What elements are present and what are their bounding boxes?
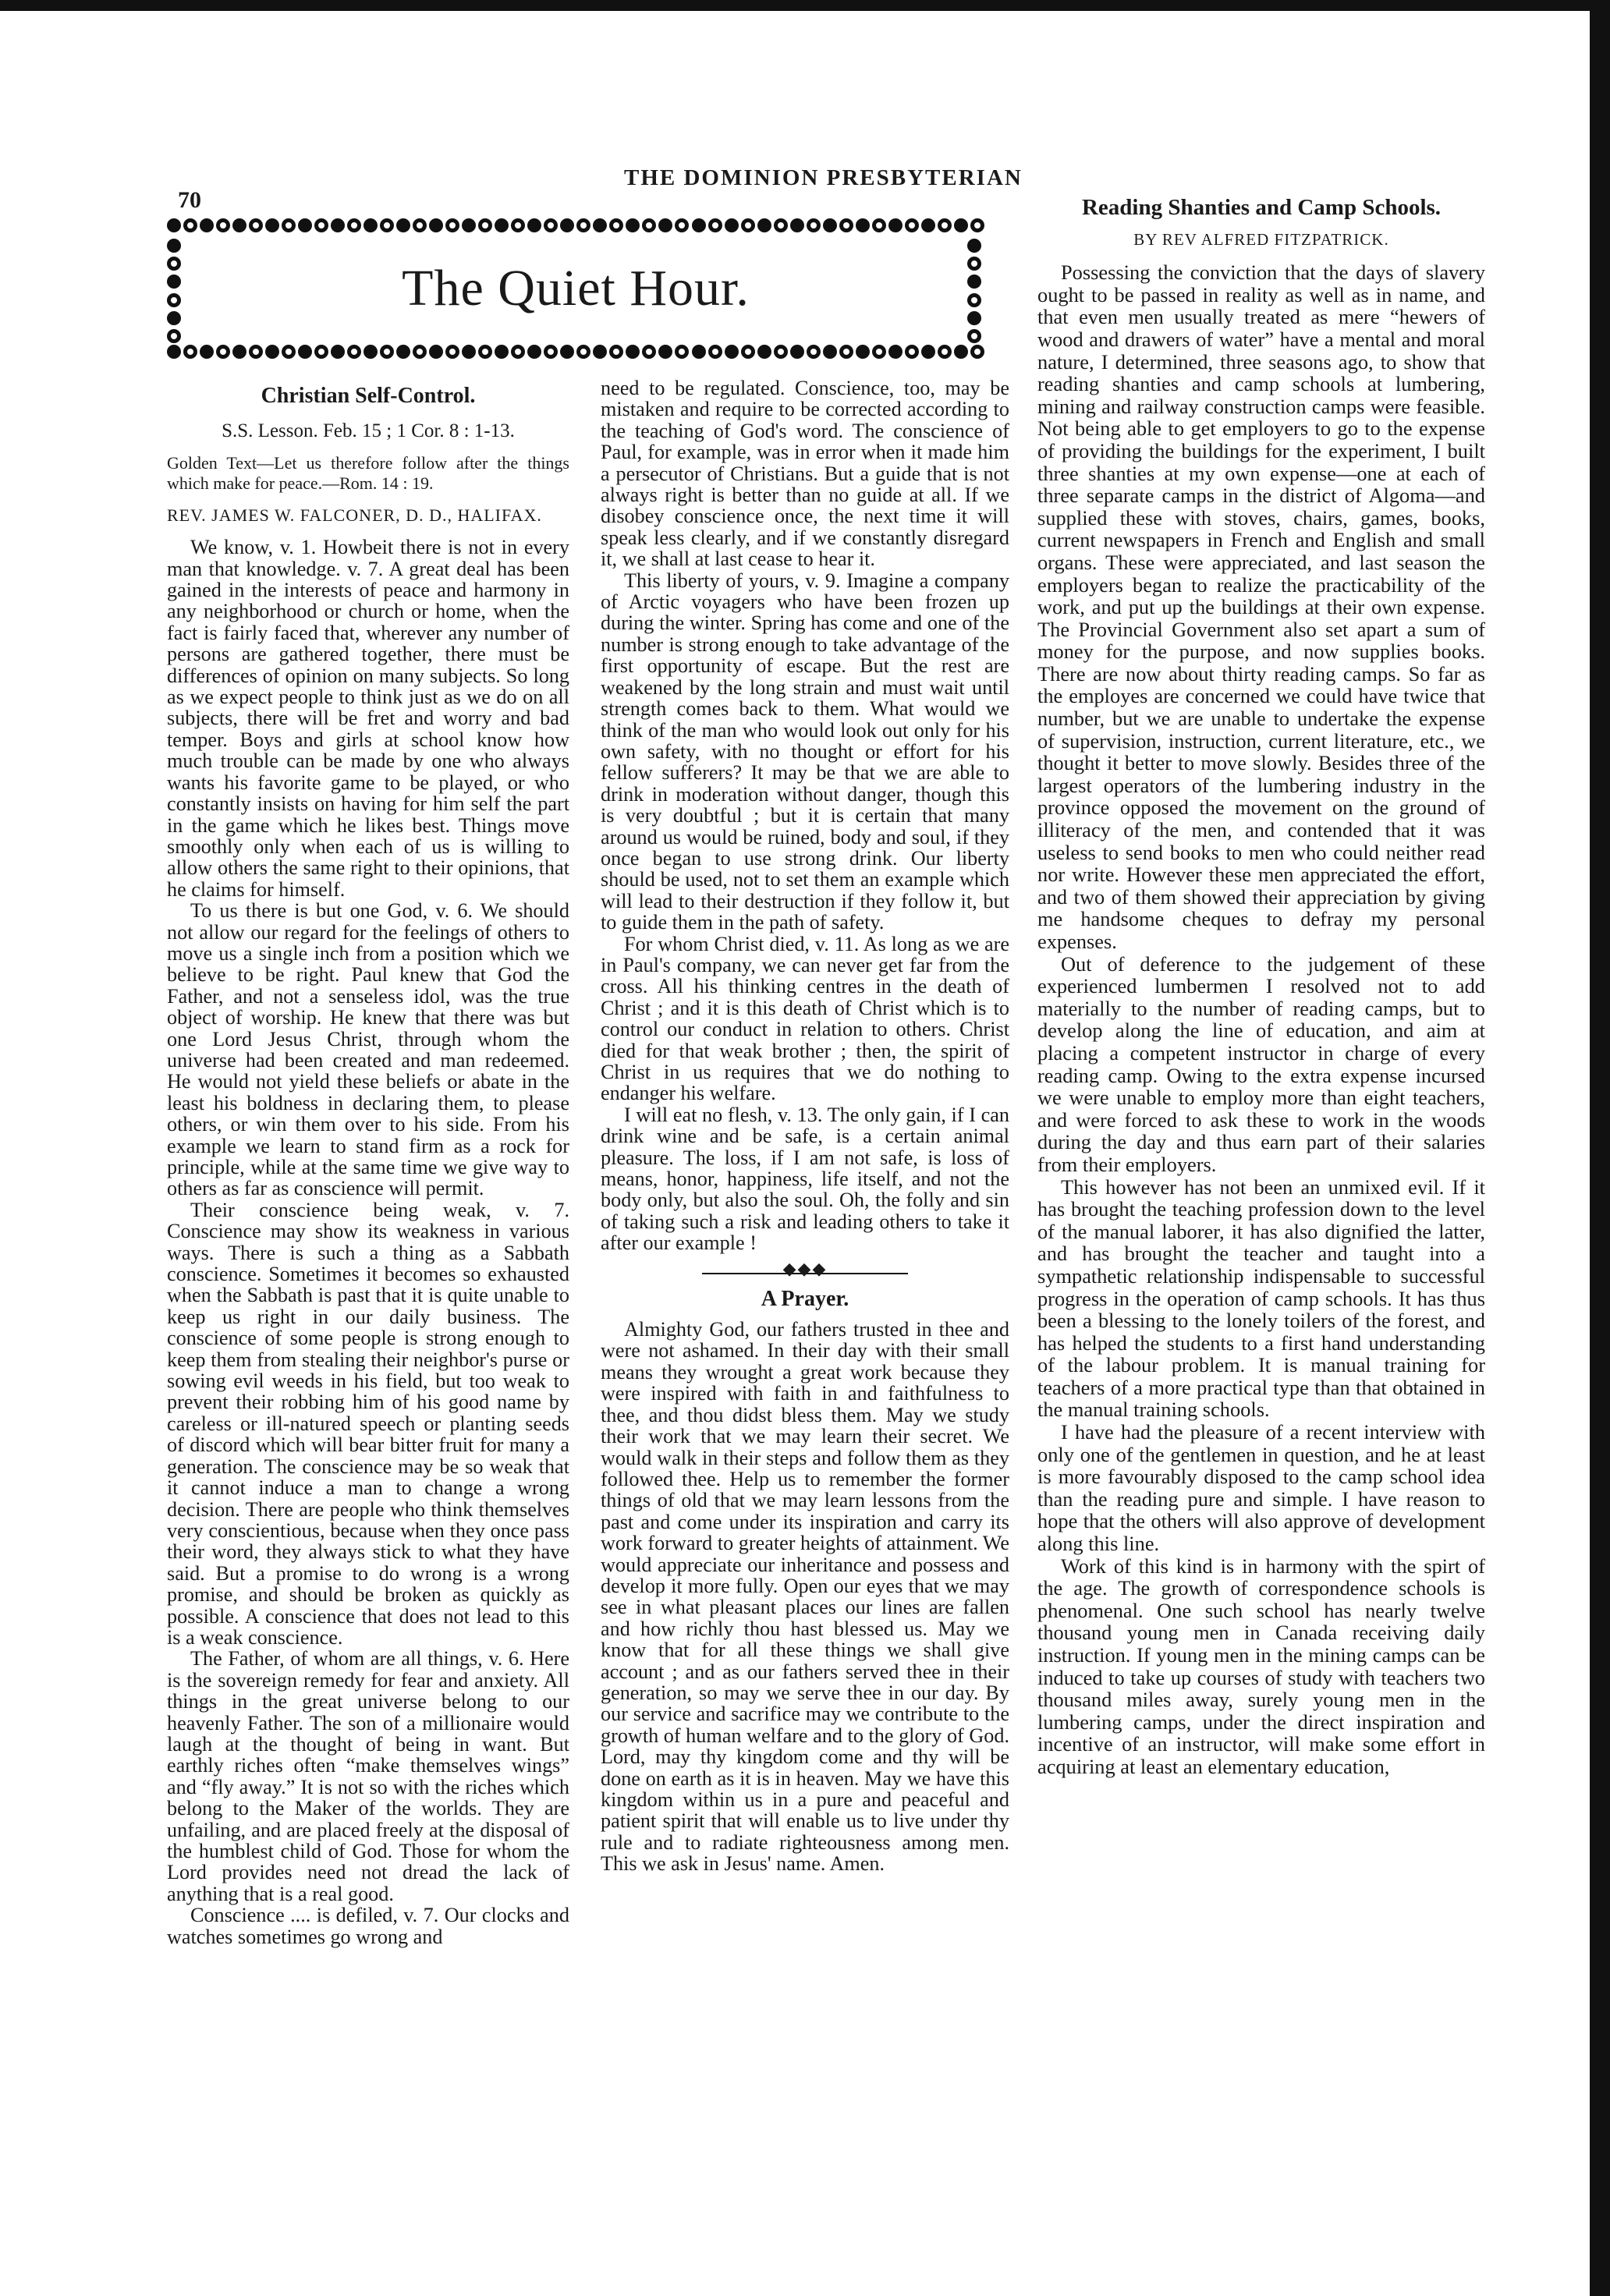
border-dot: [347, 345, 361, 359]
border-dot: [314, 345, 328, 359]
border-dot: [593, 345, 607, 359]
border-dot: [380, 345, 394, 359]
border-dot: [675, 345, 689, 359]
border-dot: [527, 218, 541, 232]
border-dot: [347, 218, 361, 232]
border-dot: [396, 218, 410, 232]
border-dot: [839, 218, 853, 232]
border-dot: [167, 218, 181, 232]
border-dot: [725, 345, 739, 359]
border-dot: [249, 345, 263, 359]
paragraph: Out of deference to the judgement of these experienced lumbermen I resolved not to add materially to the number of reading camps, but to develop along the line of education, and aim at placing a competent instructor in charge of every reading camp. Owing to the extra expense incursed we were unable to employ more than eight teachers, and were forced to ask these to work in the woods during the day and thus earn part of their salaries from their employers.: [1037, 951, 1485, 1176]
border-dot: [429, 218, 443, 232]
border-dot: [675, 218, 689, 232]
border-dot: [249, 218, 263, 232]
border-dot: [413, 345, 427, 359]
border-dot: [167, 345, 181, 359]
border-dot: [626, 218, 640, 232]
border-dot: [265, 345, 279, 359]
border-dot: [888, 218, 903, 232]
page-number: 70: [178, 187, 201, 213]
prayer-text: Almighty God, our fathers trusted in thee and were not ashamed. In their day with their small means they wrought a great work because they were inspired with faith in and faithfulness to thee, and thou didst bless them. May we study their work that we may learn their secret. We would walk in their steps and follow them as they followed thee. Help us to remember the former things of old that we may learn lessons from the past and come under its inspiration and carry its work forward to greater heights of attainment. We would appreciate our inheritance and possess and develop it more fully. Open our eyes that we may see in what pleasant places our lines are fallen and how richly thou hast blessed us. May we know that for all these things we shall give account ; and as our fathers served thee in their generation, so may we serve thee in our day. By our service and sacrifice may we contribute to the growth of human welfare and to the glory of God. Lord, may thy kingdom come and thy will be done on earth as it is in heaven. May we have this kingdom within us in a pure and peaceful and patient spirit that will enable us to live under thy rule and to radiate righteousness among men. This we ask in Jesus' name. Amen.: [601, 1318, 1009, 1876]
border-dot: [807, 218, 821, 232]
border-dot: [232, 345, 246, 359]
border-dot: [478, 345, 492, 359]
border-dot: [331, 218, 345, 232]
border-dot: [593, 218, 607, 232]
border-dot: [626, 345, 640, 359]
border-dot: [807, 345, 821, 359]
border-dot: [741, 345, 755, 359]
article-title: Reading Shanties and Camp Schools.: [1081, 195, 1442, 220]
border-dot: [708, 218, 722, 232]
paragraph: Work of this kind is in harmony with the spirt of the age. The growth of correspondence schools is phenomenal. One such school has nearly twelve thousand young men in Canada receiving daily instruction. If young men in the mining camps can be induced to take up courses of study with teachers two thousand miles away, surely young men in the lumbering camps, under the direct inspiration and incentive of an instructor, will make some effort in acquiring at least an elementary education,: [1037, 1554, 1485, 1778]
border-dot: [216, 218, 230, 232]
border-dot: [692, 218, 706, 232]
border-dot: [692, 345, 706, 359]
border-dot: [609, 218, 623, 232]
border-dot: [445, 345, 459, 359]
border-dot: [872, 345, 886, 359]
border-dot: [921, 218, 935, 232]
border-dot: [495, 345, 509, 359]
paragraph: Their conscience being weak, v. 7. Conscience may show its weakness in various ways. There is such a thing as a Sabbath conscience. Sometimes it becomes so exhausted when the Sabbath is past that it is quite unable to keep us right in our daily business. The conscience of some people is strong enough to keep them from stealing their neighbor's purse or sowing evil weeds in his field, but too weak to prevent their robbing him of his good name by careless or ill-natured speech or planting seeds of discord which will bear bitter fruit for many a generation. The conscience may be so weak that it cannot induce a man to change a wrong decision. There are people who think themselves very conscientious, because when they once pass their word, they always stick to what they have said. But a promise to do wrong is a wrong promise, and should be broken as quickly as possible. A conscience that does not lead to this is a weak conscience.: [167, 1198, 569, 1649]
border-dot: [967, 239, 981, 253]
border-dot: [183, 345, 197, 359]
border-dot: [757, 218, 771, 232]
border-dot: [823, 218, 837, 232]
border-dot: [741, 218, 755, 232]
border-dot: [757, 345, 771, 359]
border-dot: [970, 345, 984, 359]
border-dot: [790, 218, 804, 232]
border-dot: [544, 345, 558, 359]
border-dot: [576, 345, 590, 359]
border-dot: [462, 218, 476, 232]
border-dot: [658, 218, 672, 232]
border-dot: [495, 218, 509, 232]
border-dot: [609, 345, 623, 359]
border-dot: [774, 218, 788, 232]
border-dot: [445, 218, 459, 232]
paragraph: This liberty of yours, v. 9. Imagine a company of Arctic voyagers who have been frozen up during the winter. Spring has come and one of the number is strong enough to take advantage of the first opportunity of escape. But the rest are weakened by the long strain and must wait until strength comes back to them. What would we think of the man who would look out only for his own safety, with no thought or effort for his fellow sufferers? It may be that we are able to drink in moderation without danger, though this is very doubtful ; but it is certain that many around us would be ruined, body and soul, if they once began to use strong drink. Our liberty should be used, not to set them an example which will lead to their destruction if they follow it, but to guide them in the path of safety.: [601, 569, 1009, 934]
paragraph: need to be regulated. Conscience, too, may be mistaken and require to be corrected according to the teaching of God's word. The conscience of Paul, for example, was in error when it made him a persecutor of Christians. But a guide that is not always right is better than no guide at all. If we disobey conscience once, the next time it will speak less clearly, and if we constantly disregard it, we shall at last cease to hear it.: [601, 377, 1009, 571]
dotted-border-top: [167, 218, 984, 236]
border-dot: [282, 345, 296, 359]
border-dot: [790, 345, 804, 359]
border-dot: [576, 218, 590, 232]
scan-border-top: [0, 0, 1610, 11]
paragraph: To us there is but one God, v. 6. We should not allow our regard for the feelings of others to move us a single inch from a position which we believe to be right. Paul knew that God the Father, and not a senseless idol, was the true object of worship. He knew that there was but one Lord Jesus Christ, through whom the universe had been created and man redeemed. He would not yield these beliefs or abate in the least his boldness in declaring them, to please others, or win them over to his side. From his example we learn to stand firm as a rock for principle, while at the same time we give way to others as far as conscience will permit.: [167, 899, 569, 1200]
border-dot: [856, 345, 870, 359]
border-dot: [363, 218, 378, 232]
banner-title: The Quiet Hour.: [402, 260, 750, 317]
border-dot: [938, 345, 952, 359]
border-dot: [954, 345, 968, 359]
border-dot: [363, 345, 378, 359]
border-dot: [658, 345, 672, 359]
paragraph: I will eat no flesh, v. 13. The only gain, if I can drink wine and be safe, is a certain animal pleasure. The loss, if I am not safe, is loss of means, honor, happiness, life itself, and not the body only, but also the soul. Oh, the folly and sin of taking such a risk and leading others to take it after our example !: [601, 1103, 1009, 1255]
column-left: [167, 377, 569, 1947]
quiet-hour-banner: [167, 218, 984, 363]
paragraph: We know, v. 1. Howbeit there is not in every man that knowledge. v. 7. A great deal has been gained in the interests of peace and harmony in any neighborhood or church or home, when the fact is fairly faced that, wherever any number of persons are gathered together, there must be differences of opinion on many subjects. So long as we expect people to think just as we do on all subjects, there will be fret and worry and bad temper. Boys and girls at school know how much trouble can be made by one who always wants his favorite game to be played, or who constantly insists on having for him self the part in the game which he likes best. Things move smoothly only when each of us is willing to allow others the same right to their opinions, that he claims for himself.: [167, 536, 569, 901]
border-dot: [905, 345, 919, 359]
border-dot: [856, 218, 870, 232]
border-dot: [560, 345, 574, 359]
border-dot: [216, 345, 230, 359]
scan-border-right: [1590, 0, 1610, 2296]
running-head: THE DOMINION PRESBYTERIAN: [624, 165, 1023, 190]
border-dot: [183, 218, 197, 232]
border-dot: [200, 218, 214, 232]
paragraph: Conscience .... is defiled, v. 7. Our clocks and watches sometimes go wrong and: [167, 1904, 569, 1948]
paragraph: For whom Christ died, v. 11. As long as we are in Paul's company, we can never get far from the cross. All his thinking centres in the death of Christ ; and it is this death of Christ which is to control our conduct in relation to others. Christ died for that weak brother ; then, the spirit of Christ in us requires that we do nothing to endanger his welfare.: [601, 932, 1009, 1105]
border-dot: [314, 218, 328, 232]
border-dot: [708, 345, 722, 359]
border-dot: [429, 345, 443, 359]
paragraph: Possessing the conviction that the days of slavery ought to be passed in reality as well as in name, and that even men usually treated as mere “hewers of wood and drawers of water” have a mental and moral nature, I determined, three seasons ago, to show that reading shanties and camp schools at lumbering, mining and railway construction camps were feasible. Not being able to get employers to go to the expense of providing the buildings for the experiment, I built three shanties at my own expense—one at each of three separate camps in the district of Algoma—and supplied these with stoves, chairs, games, books, current newspapers in French and English and small organs. These were appreciated, and last season the employers began to realize the practicability of the work, and put up the buildings at their own expense. The Provincial Government also set apart a sum of money for the purpose, and now supplies books. There are now about thirty reading camps. So far as the employes are concerned we could have twice that number, but we are unable to undertake the expense of supervision, instruction, current literature, etc., we thought it better to move slowly. Besides three of the largest operators of the lumbering industry in the province opposed the movement on the ground of illiteracy of the men, and contended that it was useless to send books to men who could neither read nor write. However these men appreciated the effort, and two of them showed their appreciation by giving me handsome cheques to defray my personal expenses.: [1037, 260, 1485, 953]
border-dot: [511, 345, 525, 359]
border-dot: [905, 218, 919, 232]
border-dot: [331, 345, 345, 359]
divider-ornament: ◆◆◆: [782, 1258, 828, 1278]
border-dot: [839, 345, 853, 359]
paragraph: This however has not been an unmixed evil. If it has brought the teaching profession down to the level of the manual laborer, it has also dignified the latter, and has brought the teacher and taught into a sympathetic relationship indispensable to successful progress in the operation of camp schools. It has thus been a blessing to the lonely toilers of the forest, and has helped the students to a first hand understanding of the labour problem. It is manual training for teachers of a more practical type than that obtained in the manual training schools.: [1037, 1175, 1485, 1422]
border-dot: [642, 218, 656, 232]
dotted-border-bottom: [167, 345, 984, 362]
prayer-title: A Prayer.: [761, 1286, 849, 1311]
border-dot: [396, 345, 410, 359]
border-dot: [888, 345, 903, 359]
border-dot: [823, 345, 837, 359]
border-dot: [167, 239, 181, 253]
golden-text: Golden Text—Let us therefore follow after the things which make for peace.—Rom. 14 : 19.: [167, 452, 569, 493]
border-dot: [725, 218, 739, 232]
section-divider: [601, 1256, 1009, 1287]
border-dot: [413, 218, 427, 232]
border-dot: [774, 345, 788, 359]
border-dot: [298, 218, 312, 232]
border-dot: [265, 218, 279, 232]
border-dot: [544, 218, 558, 232]
border-dot: [478, 218, 492, 232]
column-right: [1037, 165, 1485, 1778]
border-dot: [938, 218, 952, 232]
border-dot: [560, 218, 574, 232]
border-dot: [511, 218, 525, 232]
border-dot: [380, 218, 394, 232]
article-byline: REV. JAMES W. FALCONER, D. D., HALIFAX.: [167, 505, 542, 525]
article-byline: BY REV ALFRED FITZPATRICK.: [1133, 229, 1389, 249]
border-dot: [200, 345, 214, 359]
paragraph: The Father, of whom are all things, v. 6. Here is the sovereign remedy for fear and anxiety. All things in the great universe belong to our heavenly Father. The son of a millionaire would laugh at the thought of being in want. But earthly riches often “make themselves wings” and “fly away.” It is not so with the riches which belong to the Maker of the worlds. They are unfailing, and are placed freely at the disposal of the humblest child of God. Those for whom the Lord provides need not dread the lack of anything that is a real good.: [167, 1647, 569, 1905]
article-title: Christian Self-Control.: [261, 384, 476, 408]
paragraph: I have had the pleasure of a recent interview with only one of the gentlemen in question, and he at least is more favourably disposed to the camp school idea than the reading pure and simple. I have reason to hope that the others will also approve of development along this line.: [1037, 1420, 1485, 1556]
border-dot: [462, 345, 476, 359]
border-dot: [232, 218, 246, 232]
border-dot: [298, 345, 312, 359]
border-dot: [527, 345, 541, 359]
border-dot: [872, 218, 886, 232]
border-dot: [642, 345, 656, 359]
border-dot: [921, 345, 935, 359]
border-dot: [970, 218, 984, 232]
border-dot: [954, 218, 968, 232]
lesson-reference: S.S. Lesson. Feb. 15 ; 1 Cor. 8 : 1-13.: [222, 420, 515, 442]
border-dot: [967, 329, 981, 343]
border-dot: [282, 218, 296, 232]
border-dot: [167, 329, 181, 343]
column-middle: [601, 377, 1009, 1875]
